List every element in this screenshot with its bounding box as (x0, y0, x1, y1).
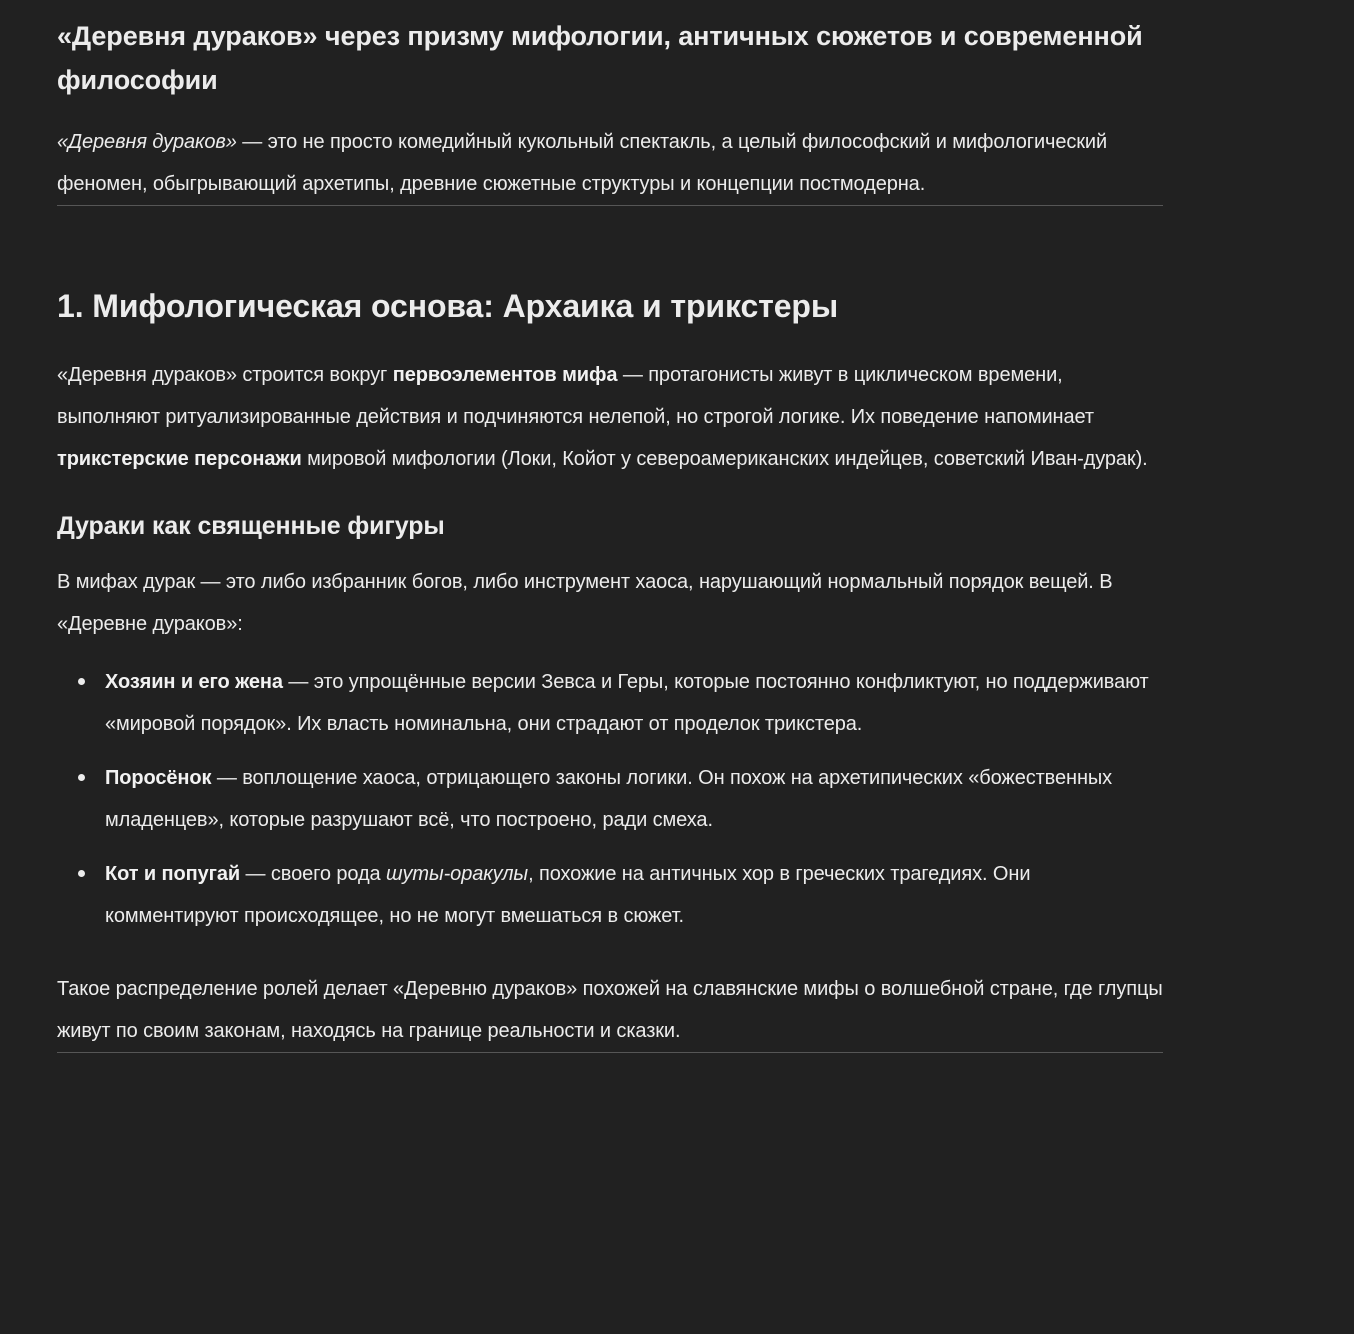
section-divider-top (57, 205, 1163, 206)
section-1-heading: 1. Мифологическая основа: Архаика и трикстеры (57, 288, 839, 324)
subsection-heading: Дураки как священные фигуры (57, 512, 445, 540)
list-item-cat-and-parrot (105, 853, 1163, 937)
bullet-icon (78, 774, 85, 781)
list-item-text: Кот и попугай — своего рода шуты-оракулы, похожие на античных хор в греческих трагедиях. Они комментируют происходящее, но не могут вмешаться в сюжет. (105, 863, 1031, 927)
list-item-text: Поросёнок — воплощение хаоса, отрицающего законы логики. Он похож на архетипических «божественных младенцев», которые разрушают всё, что построено, ради смеха. (105, 767, 1113, 831)
character-list (57, 661, 1163, 937)
assistant-message (57, 14, 1163, 1053)
intro-paragraph: «Деревня дураков» — это не просто комедийный кукольный спектакль, а целый философский и мифологический феномен, обыгрывающий архетипы, древние сюжетные структуры и концепции постмодерна. (57, 131, 1108, 195)
article-title: «Деревня дураков» через призму мифологии, античных сюжетов и современной философии (57, 21, 1143, 95)
section-divider-bottom (57, 1052, 1163, 1053)
closing-paragraph: Такое распределение ролей делает «Деревню дураков» похожей на славянские мифы о волшебной стране, где глупцы живут по своим законам, находясь на границе реальности и сказки. (57, 978, 1163, 1042)
list-item-text: Хозяин и его жена — это упрощённые версии Зевса и Геры, которые постоянно конфликтуют, но поддерживают «мировой порядок». Их власть номинальна, они страдают от проделок трикстера. (105, 671, 1149, 735)
subsection-paragraph: В мифах дурак — это либо избранник богов, либо инструмент хаоса, нарушающий нормальный порядок вещей. В «Деревне дураков»: (57, 571, 1113, 635)
list-item-piglet (105, 757, 1163, 841)
bullet-icon (78, 678, 85, 685)
bullet-icon (78, 870, 85, 877)
section-1-paragraph: «Деревня дураков» строится вокруг первоэлементов мифа — протагонисты живут в циклическом времени, выполняют ритуализированные действия и подчиняются нелепой, но строгой логике. Их поведение напоминает трикстерские персонажи мировой мифологии (Локи, Койот у североамериканских индейцев, советский Иван-дурак). (57, 364, 1148, 470)
list-item-master-and-wife (105, 661, 1163, 745)
